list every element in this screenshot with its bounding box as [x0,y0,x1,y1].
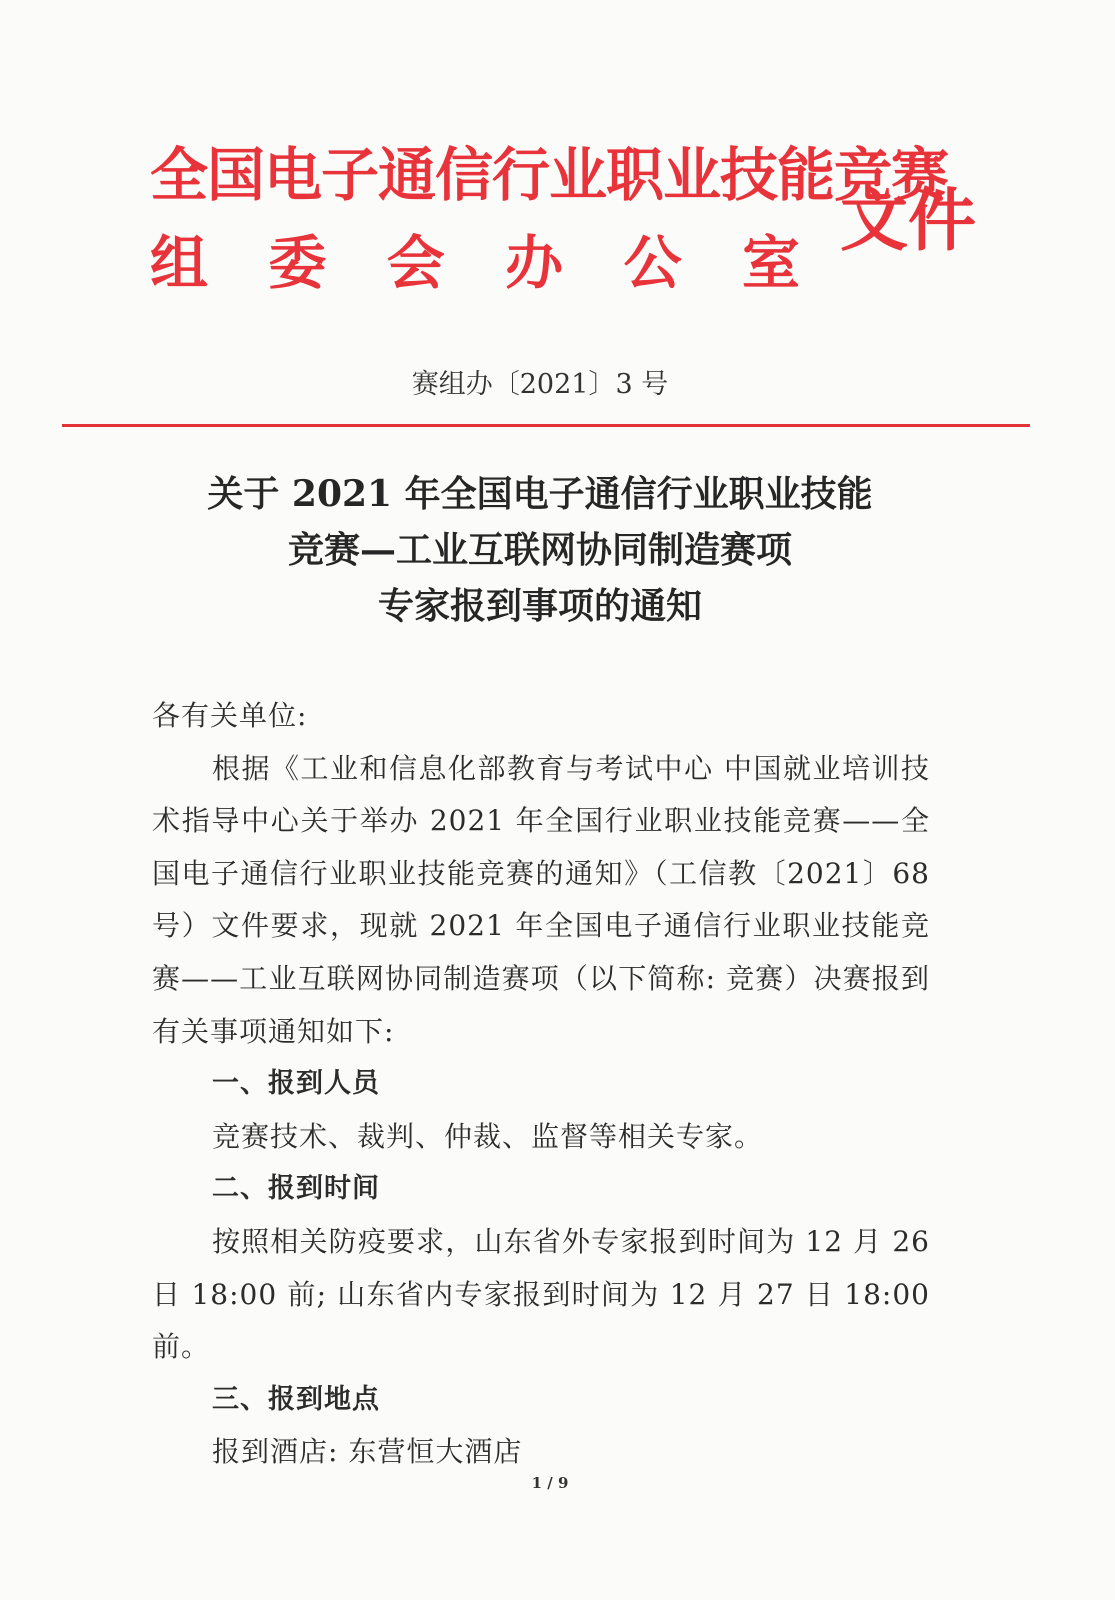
section-text: 竞赛技术、裁判、仲裁、监督等相关专家。 [212,1119,764,1153]
notice-title-line: 竞赛—工业互联网协同制造赛项 [287,529,792,571]
letterhead-title: 全国电子通信行业职业技能竞赛 [150,141,949,209]
red-divider [62,424,1030,427]
document-body [152,690,930,1479]
letterhead-office-char: 公 [623,229,682,297]
section-heading: 二、报到时间 [212,1173,380,1205]
letterhead-office-char: 会 [386,229,445,297]
intro-paragraph: 根据《工业和信息化部教育与考试中心 中国就业培训技术指导中心关于举办 2021 年全国行业职业技能竞赛——全国电子通信行业职业技能竞赛的通知》（工信教〔2021〕68 号）文件要求，现就 2021 年全国电子通信行业职业技能竞赛——工业互联网协同制造赛项（以下简称: 竞赛）决赛报到有关事项通知如下: [152,751,930,1048]
salutation: 各有关单位: [152,699,308,732]
letterhead-suffix: 文件 [840,182,977,261]
section-heading: 三、报到地点 [212,1383,380,1415]
letterhead-office-char: 组 [150,229,209,297]
notice-title [0,466,1080,634]
document-number: 赛组办〔2021〕3 号 [411,369,669,400]
letterhead-office-char: 室 [741,229,800,297]
notice-title-line: 关于 2021 年全国电子通信行业职业技能 [207,473,873,515]
letterhead-office [150,228,800,298]
letterhead-office-char: 委 [268,229,327,297]
page-indicator: 1 / 9 [531,1474,569,1492]
section-text: 报到酒店: 东营恒大酒店 [212,1435,523,1469]
notice-title-line: 专家报到事项的通知 [377,585,702,627]
section-heading: 一、报到人员 [212,1068,380,1100]
section-text: 按照相关防疫要求，山东省外专家报到时间为 12 月 26 日 18:00 前; 山东省内专家报到时间为 12 月 27 日 18:00 前。 [152,1224,930,1364]
letterhead-office-char: 办 [505,229,564,297]
